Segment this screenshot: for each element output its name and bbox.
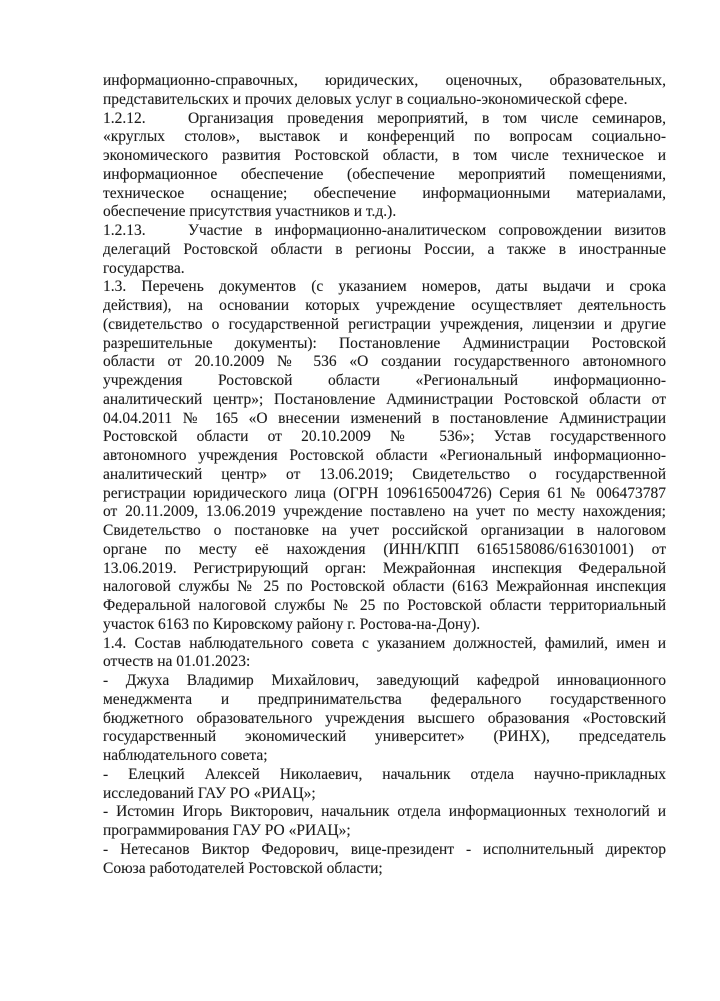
text-line: государственный экономический университет» (РИНХ), председатель: [103, 728, 666, 746]
text-line: представительских и прочих деловых услуг в социально-экономической сфере.: [103, 90, 628, 108]
text-line: учреждения Ростовской области «Региональный информационно-: [103, 372, 666, 389]
paragraph-clause-1-2-11-continuation: [103, 72, 666, 110]
text-line: аналитический центр»; Постановление Администрации Ростовской области от: [103, 390, 666, 408]
paragraph-board-member-istomin: [103, 803, 666, 841]
text-line: делегаций Ростовской области в регионы России, а также в иностранные: [103, 240, 666, 258]
text-line: области от 20.10.2009 № 536 «О создании государственного автономного: [103, 353, 666, 371]
text-line: налоговой службы № 25 по Ростовской области (6163 Межрайонная инспекция: [103, 578, 666, 596]
text-line: 04.04.2011 № 165 «О внесении изменений в постановление Администрации: [103, 409, 666, 427]
text-line: исследований ГАУ РО «РИАЦ»;: [103, 784, 316, 802]
text-line: - Нетесанов Виктор Федорович, вице-президент - исполнительный директор: [103, 840, 666, 858]
text-line: менеджмента и предпринимательства федерального государственного: [103, 690, 666, 708]
paragraph-clause-1-2-12: [103, 110, 666, 223]
paragraph-board-member-yeletskiy: [103, 766, 666, 804]
text-line: экономического развития Ростовской области, в том числе техническое и: [103, 147, 666, 164]
text-line: наблюдательного совета;: [103, 747, 268, 764]
text-line: Ростовской области от 20.10.2009 № 536»; Устав государственного: [103, 428, 666, 446]
text-line: отчеств на 01.01.2023:: [103, 653, 251, 671]
text-line: [103, 222, 666, 241]
clause-number: 1.2.12.: [103, 109, 146, 127]
text-line: от 20.11.2009, 13.06.2019 учреждение поставлено на учет по месту нахождения;: [103, 503, 666, 521]
text-line: обеспечение присутствия участников и т.д.).: [103, 203, 397, 221]
paragraph-clause-1-3-documents-list: [103, 278, 666, 634]
text-line: Свидетельство о постановке на учет российской организации в налоговом: [103, 522, 666, 539]
paragraph-board-member-netesanov: [103, 841, 666, 879]
text-line: органе по месту её нахождения (ИНН/КПП 6165158086/616301001) от: [103, 540, 666, 558]
clause-number: 1.2.13.: [103, 222, 146, 239]
text-line: [103, 110, 666, 129]
text-line: - Джуха Владимир Михайлович, заведующий кафедрой инновационного: [103, 672, 666, 689]
clause-first-line-text: Организация проведения мероприятий, в том числе семинаров,: [188, 109, 666, 127]
text-line: информационное обеспечение (обеспечение мероприятий помещениями,: [103, 165, 666, 183]
text-line: информационно-справочных, юридических, оценочных, образовательных,: [103, 72, 666, 89]
text-line: регистрации юридического лица (ОГРН 1096165004726) Серия 61 № 006473787: [103, 484, 666, 502]
text-line: - Елецкий Алексей Николаевич, начальник отдела научно-прикладных: [103, 765, 666, 783]
text-line: Федеральной налоговой службы № 25 по Ростовской области территориальный: [103, 597, 666, 614]
document-text-block: [103, 72, 666, 878]
text-line: бюджетного образовательного учреждения высшего образования «Ростовский: [103, 709, 666, 727]
text-line: 13.06.2019. Регистрирующий орган: Межрайонная инспекция Федеральной: [103, 559, 666, 577]
text-line: «круглых столов», выставок и конференций по вопросам социально-: [103, 128, 666, 146]
text-line: автономного учреждения Ростовской области «Региональный информационно-: [103, 447, 666, 464]
text-line: программирования ГАУ РО «РИАЦ»;: [103, 822, 351, 839]
text-line: Союза работодателей Ростовской области;: [103, 859, 383, 877]
paragraph-board-member-dzhukha: [103, 672, 666, 766]
clause-first-line-text: Участие в информационно-аналитическом сопровождении визитов: [188, 222, 666, 239]
text-line: 1.4. Состав наблюдательного совета с указанием должностей, фамилий, имен и: [103, 634, 666, 652]
text-line: действия), на основании которых учреждение осуществляет деятельность: [103, 297, 666, 314]
text-line: (свидетельство о государственной регистрации учреждения, лицензии и другие: [103, 315, 666, 333]
text-line: разрешительные документы): Постановление Администрации Ростовской: [103, 334, 666, 352]
text-line: аналитический центр» от 13.06.2019; Свидетельство о государственной: [103, 465, 666, 483]
text-line: участок 6163 по Кировскому району г. Ростова-на-Дону).: [103, 615, 481, 633]
text-line: 1.3. Перечень документов (с указанием номеров, даты выдачи и срока: [103, 278, 666, 296]
text-line: государства.: [103, 259, 185, 277]
paragraph-clause-1-2-13: [103, 222, 666, 278]
text-line: - Истомин Игорь Викторович, начальник отдела информационных технологий и: [103, 803, 666, 821]
text-line: техническое оснащение; обеспечение информационными материалами,: [103, 184, 666, 202]
paragraph-clause-1-4-board-intro: [103, 635, 666, 673]
